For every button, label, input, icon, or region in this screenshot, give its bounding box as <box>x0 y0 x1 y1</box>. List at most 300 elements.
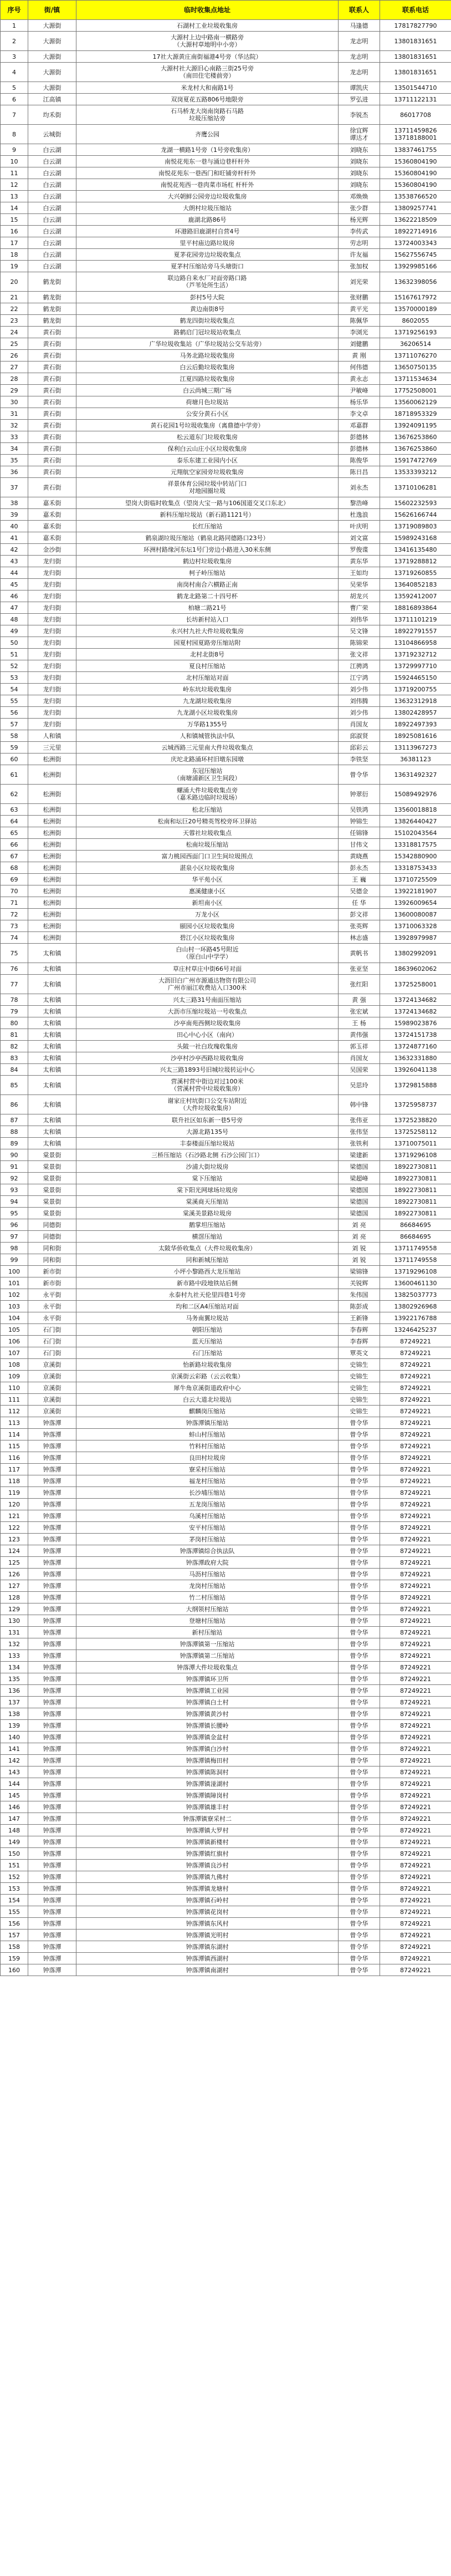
phone-cell: 18922730811 <box>380 1208 451 1219</box>
street-cell: 太和镇 <box>28 1052 76 1064</box>
street-cell: 钟落潭 <box>28 1732 76 1743</box>
contact-cell: 江宁鸿 <box>339 672 380 684</box>
address-cell: 钟落潭镇湴湖村 <box>76 1778 339 1790</box>
table-row <box>1 20 451 32</box>
serial-no-cell: 20 <box>1 272 28 292</box>
serial-no-cell: 127 <box>1 1580 28 1592</box>
contact-cell: 刘健鹏 <box>339 338 380 350</box>
serial-no-cell: 80 <box>1 1017 28 1029</box>
contact-cell: 曾令华 <box>339 1627 380 1638</box>
table-row <box>1 1906 451 1918</box>
table-row <box>1 1685 451 1697</box>
table-row <box>1 707 451 719</box>
phone-cell: 87249221 <box>380 1440 451 1452</box>
serial-no-cell: 45 <box>1 579 28 590</box>
address-cell: 丰泰楼面压缩垃圾站 <box>76 1138 339 1149</box>
phone-cell: 13802926968 <box>380 1301 451 1312</box>
table-row <box>1 1895 451 1906</box>
address-cell: 长沙埔压缩站 <box>76 1487 339 1499</box>
table-row <box>1 1406 451 1417</box>
table-row <box>1 1347 451 1359</box>
address-cell: 公安分黄石小区 <box>76 408 339 420</box>
address-cell: 南岗村南合六横路正南 <box>76 579 339 590</box>
contact-cell: 郭玉祥 <box>339 1041 380 1052</box>
address-cell: 马务南翼垃圾站 <box>76 1312 339 1324</box>
contact-cell: 罗俊谍 <box>339 544 380 556</box>
street-cell: 同和街 <box>28 1243 76 1254</box>
phone-cell: 87249221 <box>380 1603 451 1615</box>
contact-cell: 曾令华 <box>339 1871 380 1883</box>
table-row <box>1 497 451 509</box>
table-row <box>1 602 451 614</box>
street-cell: 嘉禾街 <box>28 497 76 509</box>
street-cell: 白云湖 <box>28 214 76 226</box>
street-cell: 白云湖 <box>28 179 76 191</box>
contact-cell: 刘 亮 <box>339 1219 380 1231</box>
street-cell: 白云湖 <box>28 167 76 179</box>
contact-cell: 吴荣华 <box>339 579 380 590</box>
address-cell: 石马桥龙大岗南岗路石马路 垃圾压缩站旁 <box>76 105 339 125</box>
address-cell: 沙亭南苑西侧垃圾收集房 <box>76 1017 339 1029</box>
address-cell: 人和镇城管执法中队 <box>76 730 339 742</box>
header-address: 临时收集点地址 <box>76 1 339 20</box>
serial-no-cell: 61 <box>1 765 28 785</box>
street-cell: 新市街 <box>28 1266 76 1277</box>
phone-cell: 87249221 <box>380 1522 451 1534</box>
contact-cell: 曾令华 <box>339 1673 380 1685</box>
phone-cell: 15917472769 <box>380 455 451 466</box>
contact-cell: 史锦生 <box>339 1406 380 1417</box>
serial-no-cell: 7 <box>1 105 28 125</box>
contact-cell: 梁德国 <box>339 1208 380 1219</box>
contact-cell: 曾令华 <box>339 1918 380 1930</box>
street-cell: 棠景街 <box>28 1208 76 1219</box>
contact-cell: 肖国友 <box>339 719 380 730</box>
address-cell: 钟落潭镇梅田村 <box>76 1755 339 1766</box>
serial-no-cell: 156 <box>1 1918 28 1930</box>
contact-cell: 彭德林 <box>339 431 380 443</box>
serial-no-cell: 37 <box>1 478 28 497</box>
serial-no-cell: 142 <box>1 1755 28 1766</box>
address-cell: 钟落潭镇南湖村 <box>76 1964 339 1976</box>
street-cell: 钟落潭 <box>28 1429 76 1440</box>
contact-cell: 曾令华 <box>339 1569 380 1580</box>
serial-no-cell: 113 <box>1 1417 28 1429</box>
contact-cell: 史锦生 <box>339 1371 380 1382</box>
table-row <box>1 827 451 839</box>
table-row <box>1 1743 451 1755</box>
serial-no-cell: 84 <box>1 1064 28 1076</box>
serial-no-cell: 100 <box>1 1266 28 1277</box>
serial-no-cell: 138 <box>1 1708 28 1720</box>
contact-cell: 曾令华 <box>339 1650 380 1662</box>
table-row <box>1 327 451 338</box>
address-cell: 钟落潭镇环卫所 <box>76 1673 339 1685</box>
phone-cell: 87249221 <box>380 1615 451 1627</box>
contact-cell: 张财鹏 <box>339 292 380 303</box>
phone-cell: 17752508001 <box>380 385 451 396</box>
table-row <box>1 730 451 742</box>
table-row <box>1 614 451 625</box>
phone-cell: 87249221 <box>380 1371 451 1382</box>
address-cell: 环洲村路缘河东坛1号门旁边小路进入30米东侧 <box>76 544 339 556</box>
street-cell: 京溪街 <box>28 1382 76 1394</box>
serial-no-cell: 4 <box>1 63 28 82</box>
street-cell: 同德街 <box>28 1231 76 1243</box>
address-cell: 夏茅花园旁边垃圾收集点 <box>76 249 339 261</box>
address-cell: 新科压缩垃圾站（新石路1121号） <box>76 509 339 521</box>
street-cell: 钟落潭 <box>28 1941 76 1953</box>
phone-cell: 18922791557 <box>380 625 451 637</box>
contact-cell: 张文祥 <box>339 649 380 660</box>
street-cell: 松洲街 <box>28 785 76 804</box>
phone-cell: 13929985166 <box>380 261 451 272</box>
table-row <box>1 1615 451 1627</box>
address-cell: 钟落潭大件垃圾收集点 <box>76 1662 339 1673</box>
street-cell: 棠景街 <box>28 1161 76 1173</box>
street-cell: 钟落潭 <box>28 1766 76 1778</box>
address-cell: 江夏四路垃圾收集房 <box>76 373 339 385</box>
street-cell: 黄石街 <box>28 455 76 466</box>
contact-cell: 曾令华 <box>339 1766 380 1778</box>
phone-cell: 15602232593 <box>380 497 451 509</box>
table-row <box>1 1161 451 1173</box>
street-cell: 钟落潭 <box>28 1918 76 1930</box>
phone-cell: 13570000189 <box>380 303 451 315</box>
phone-cell: 87249221 <box>380 1510 451 1522</box>
table-row <box>1 1382 451 1394</box>
address-cell: 麒麟岗压缩站 <box>76 1406 339 1417</box>
contact-cell: 曾令华 <box>339 1685 380 1697</box>
contact-cell: 曾令华 <box>339 1964 380 1976</box>
table-row <box>1 1243 451 1254</box>
contact-cell: 曾令华 <box>339 1883 380 1895</box>
street-cell: 钟落潭 <box>28 1650 76 1662</box>
serial-no-cell: 137 <box>1 1697 28 1708</box>
address-cell: 夏茅村压缩站旁马头塘街口 <box>76 261 339 272</box>
table-row <box>1 1778 451 1790</box>
serial-no-cell: 110 <box>1 1382 28 1394</box>
address-cell: 寮采村压缩站 <box>76 1464 339 1475</box>
serial-no-cell: 89 <box>1 1138 28 1149</box>
table-row <box>1 443 451 455</box>
contact-cell: 任 华 <box>339 897 380 909</box>
street-cell: 黄石街 <box>28 466 76 478</box>
header-phone: 联系电话 <box>380 1 451 20</box>
contact-cell: 李春辉 <box>339 1336 380 1347</box>
contact-cell: 曾令华 <box>339 1825 380 1836</box>
address-cell: 松南和坛巨20号精英驾校旁环卫驿站 <box>76 816 339 827</box>
street-cell: 钟落潭 <box>28 1638 76 1650</box>
phone-cell: 13802428957 <box>380 707 451 719</box>
street-cell: 钟落潭 <box>28 1534 76 1545</box>
street-cell: 松洲街 <box>28 897 76 909</box>
street-cell: 太和镇 <box>28 1029 76 1041</box>
serial-no-cell: 134 <box>1 1662 28 1673</box>
header-serial-no: 序号 <box>1 1 28 20</box>
phone-cell: 13711122131 <box>380 94 451 105</box>
phone-cell: 87249221 <box>380 1557 451 1569</box>
contact-cell: 曾令华 <box>339 1638 380 1650</box>
table-row <box>1 920 451 932</box>
contact-cell: 甘伟文 <box>339 839 380 851</box>
phone-cell: 15989243168 <box>380 532 451 544</box>
street-cell: 白云湖 <box>28 156 76 167</box>
table-row <box>1 1464 451 1475</box>
serial-no-cell: 15 <box>1 214 28 226</box>
contact-cell: 林志盛 <box>339 932 380 944</box>
table-row <box>1 1371 451 1382</box>
table-row <box>1 719 451 730</box>
street-cell: 京溪街 <box>28 1394 76 1406</box>
street-cell: 太和镇 <box>28 1064 76 1076</box>
serial-no-cell: 50 <box>1 637 28 649</box>
phone-cell: 13711749558 <box>380 1243 451 1254</box>
serial-no-cell: 73 <box>1 920 28 932</box>
table-row <box>1 156 451 167</box>
serial-no-cell: 128 <box>1 1592 28 1603</box>
street-cell: 黄石街 <box>28 431 76 443</box>
address-cell: 碧江小区垃圾收集房 <box>76 932 339 944</box>
phone-cell: 87249221 <box>380 1836 451 1848</box>
contact-cell: 徐宜辉 谭达才 <box>339 125 380 144</box>
address-cell: 马务北路垃圾收集房 <box>76 350 339 362</box>
contact-cell: 龙志明 <box>339 51 380 63</box>
serial-no-cell: 79 <box>1 1006 28 1017</box>
street-cell: 钟落潭 <box>28 1522 76 1534</box>
address-cell: 棠溪商天压缩站 <box>76 1196 339 1208</box>
street-cell: 松洲街 <box>28 932 76 944</box>
contact-cell: 刘晓东 <box>339 156 380 167</box>
table-row <box>1 362 451 373</box>
serial-no-cell: 55 <box>1 695 28 707</box>
table-row <box>1 408 451 420</box>
address-cell: 棠下压缩站 <box>76 1173 339 1184</box>
table-row <box>1 431 451 443</box>
address-cell: 永泰村九社天伦里四巷1号旁 <box>76 1289 339 1301</box>
serial-no-cell: 98 <box>1 1243 28 1254</box>
street-cell: 太和镇 <box>28 963 76 975</box>
street-cell: 钟落潭 <box>28 1871 76 1883</box>
table-row <box>1 1941 451 1953</box>
header-row <box>1 1 451 20</box>
table-row <box>1 932 451 944</box>
street-cell: 新市街 <box>28 1277 76 1289</box>
street-cell: 钟落潭 <box>28 1440 76 1452</box>
serial-no-cell: 6 <box>1 94 28 105</box>
serial-no-cell: 104 <box>1 1312 28 1324</box>
address-cell: 元翔航空家园旁垃圾收集房 <box>76 466 339 478</box>
serial-no-cell: 28 <box>1 373 28 385</box>
phone-cell: 87249221 <box>380 1650 451 1662</box>
serial-no-cell: 22 <box>1 303 28 315</box>
table-row <box>1 1510 451 1522</box>
street-cell: 黄石街 <box>28 362 76 373</box>
contact-cell: 黄伟强 <box>339 1029 380 1041</box>
serial-no-cell: 76 <box>1 963 28 975</box>
street-cell: 龙归街 <box>28 695 76 707</box>
street-cell: 钟落潭 <box>28 1673 76 1685</box>
street-cell: 白云湖 <box>28 144 76 156</box>
table-header <box>1 1 451 20</box>
table-row <box>1 350 451 362</box>
street-cell: 松洲街 <box>28 885 76 897</box>
table-row <box>1 1755 451 1766</box>
serial-no-cell: 70 <box>1 885 28 897</box>
phone-cell: 87249221 <box>380 1394 451 1406</box>
phone-cell: 13711534634 <box>380 373 451 385</box>
address-cell: 螺涌大件垃圾收集点旁 （嘉禾路边临时垃圾场） <box>76 785 339 804</box>
address-cell: 钟落潭镇长腰岭 <box>76 1720 339 1732</box>
street-cell: 太和镇 <box>28 1017 76 1029</box>
contact-cell: 彭文祥 <box>339 909 380 920</box>
contact-cell: 张英辉 <box>339 920 380 932</box>
address-cell: 钟落潭镇压缩站 <box>76 1417 339 1429</box>
contact-cell: 谭凯庆 <box>339 82 380 94</box>
contact-cell: 李铁坚 <box>339 754 380 765</box>
serial-no-cell: 78 <box>1 994 28 1006</box>
serial-no-cell: 44 <box>1 567 28 579</box>
street-cell: 人和镇 <box>28 730 76 742</box>
street-cell: 钟落潭 <box>28 1778 76 1790</box>
address-cell: 钟落潭镇白沙村 <box>76 1743 339 1755</box>
phone-cell: 87249221 <box>380 1627 451 1638</box>
serial-no-cell: 159 <box>1 1953 28 1964</box>
contact-cell: 刘文富 <box>339 532 380 544</box>
street-cell: 石门街 <box>28 1336 76 1347</box>
serial-no-cell: 12 <box>1 179 28 191</box>
phone-cell: 87249221 <box>380 1918 451 1930</box>
serial-no-cell: 29 <box>1 385 28 396</box>
contact-cell: 曾令华 <box>339 1464 380 1475</box>
address-cell: 钟落潭镇龙塘村 <box>76 1883 339 1895</box>
serial-no-cell: 41 <box>1 532 28 544</box>
serial-no-cell: 88 <box>1 1126 28 1138</box>
contact-cell: 刘晓东 <box>339 167 380 179</box>
address-cell: 犀牛角京溪街道政府中心 <box>76 1382 339 1394</box>
contact-cell: 王 巍 <box>339 874 380 885</box>
phone-cell: 15989023876 <box>380 1017 451 1029</box>
street-cell: 钟落潭 <box>28 1964 76 1976</box>
street-cell: 黄石街 <box>28 420 76 431</box>
phone-cell: 36381123 <box>380 754 451 765</box>
street-cell: 钟落潭 <box>28 1603 76 1615</box>
contact-cell: 梁超峰 <box>339 1173 380 1184</box>
phone-cell: 87249221 <box>380 1406 451 1417</box>
table-row <box>1 963 451 975</box>
contact-cell: 刘 锐 <box>339 1243 380 1254</box>
table-row <box>1 1475 451 1487</box>
serial-no-cell: 122 <box>1 1522 28 1534</box>
table-row <box>1 1673 451 1685</box>
table-row <box>1 1801 451 1813</box>
address-cell: 九龙湖小区垃圾收集房 <box>76 707 339 719</box>
street-cell: 钟落潭 <box>28 1836 76 1848</box>
street-cell: 龙归街 <box>28 684 76 695</box>
phone-cell: 87249221 <box>380 1743 451 1755</box>
table-row <box>1 1708 451 1720</box>
header-contact: 联系人 <box>339 1 380 20</box>
address-cell: 东冠压缩站 （南塘浦新区卫生间段） <box>76 765 339 785</box>
phone-cell: 87249221 <box>380 1825 451 1836</box>
contact-cell: 李文卓 <box>339 408 380 420</box>
phone-cell: 13926009654 <box>380 897 451 909</box>
contact-cell: 史锦生 <box>339 1359 380 1371</box>
phone-cell: 13676253860 <box>380 431 451 443</box>
serial-no-cell: 18 <box>1 249 28 261</box>
street-cell: 鹤龙街 <box>28 272 76 292</box>
serial-no-cell: 56 <box>1 707 28 719</box>
table-row <box>1 1522 451 1534</box>
table-row <box>1 1149 451 1161</box>
phone-cell: 13801831651 <box>380 63 451 82</box>
address-cell: 万龙小区 <box>76 909 339 920</box>
phone-cell: 87249221 <box>380 1790 451 1801</box>
table-row <box>1 237 451 249</box>
contact-cell: 曾令华 <box>339 1557 380 1569</box>
street-cell: 龙归街 <box>28 649 76 660</box>
phone-cell: 13711101219 <box>380 614 451 625</box>
phone-cell: 86684695 <box>380 1231 451 1243</box>
table-row <box>1 1277 451 1289</box>
street-cell: 黄石街 <box>28 396 76 408</box>
address-cell: 均和二区A4压缩站对面 <box>76 1301 339 1312</box>
serial-no-cell: 60 <box>1 754 28 765</box>
street-cell: 龙归街 <box>28 625 76 637</box>
address-cell: 兴太三路31号南面压缩站 <box>76 994 339 1006</box>
phone-cell: 15102043564 <box>380 827 451 839</box>
street-cell: 黄石街 <box>28 385 76 396</box>
table-row <box>1 885 451 897</box>
table-row <box>1 1017 451 1029</box>
serial-no-cell: 136 <box>1 1685 28 1697</box>
address-cell: 岭东坑垃圾收集房 <box>76 684 339 695</box>
street-cell: 松洲街 <box>28 920 76 932</box>
address-cell: 钟落潭镇雄丰村 <box>76 1801 339 1813</box>
street-cell: 松洲街 <box>28 804 76 816</box>
address-cell: 大源村上边中路南一横路旁 （大源村草地明中小旁） <box>76 32 339 51</box>
phone-cell: 13640852183 <box>380 579 451 590</box>
serial-no-cell: 53 <box>1 672 28 684</box>
contact-cell: 曾令华 <box>339 1534 380 1545</box>
contact-cell: 张加权 <box>339 261 380 272</box>
serial-no-cell: 124 <box>1 1545 28 1557</box>
phone-cell: 13724134682 <box>380 1006 451 1017</box>
address-cell: 蓝天压缩站 <box>76 1336 339 1347</box>
serial-no-cell: 21 <box>1 292 28 303</box>
street-cell: 大源街 <box>28 63 76 82</box>
street-cell: 龙归街 <box>28 672 76 684</box>
contact-cell: 陈佩华 <box>339 315 380 327</box>
street-cell: 白云湖 <box>28 191 76 202</box>
address-cell: 安平村压缩站 <box>76 1522 339 1534</box>
contact-cell: 梁德国 <box>339 1161 380 1173</box>
contact-cell: 罗弘进 <box>339 94 380 105</box>
serial-no-cell: 3 <box>1 51 28 63</box>
street-cell: 钟落潭 <box>28 1790 76 1801</box>
table-row <box>1 1487 451 1499</box>
street-cell: 鹤龙街 <box>28 315 76 327</box>
serial-no-cell: 94 <box>1 1196 28 1208</box>
contact-cell: 曾令华 <box>339 1615 380 1627</box>
address-cell: 钟落潭镇西湖村 <box>76 1953 339 1964</box>
serial-no-cell: 64 <box>1 816 28 827</box>
contact-cell: 尹敏峰 <box>339 385 380 396</box>
address-cell: 永兴村九社大件垃圾收集房 <box>76 625 339 637</box>
address-cell: 乌溪村压缩站 <box>76 1510 339 1522</box>
address-cell: 里平村庙边路垃圾房 <box>76 237 339 249</box>
header-street: 街/镇 <box>28 1 76 20</box>
